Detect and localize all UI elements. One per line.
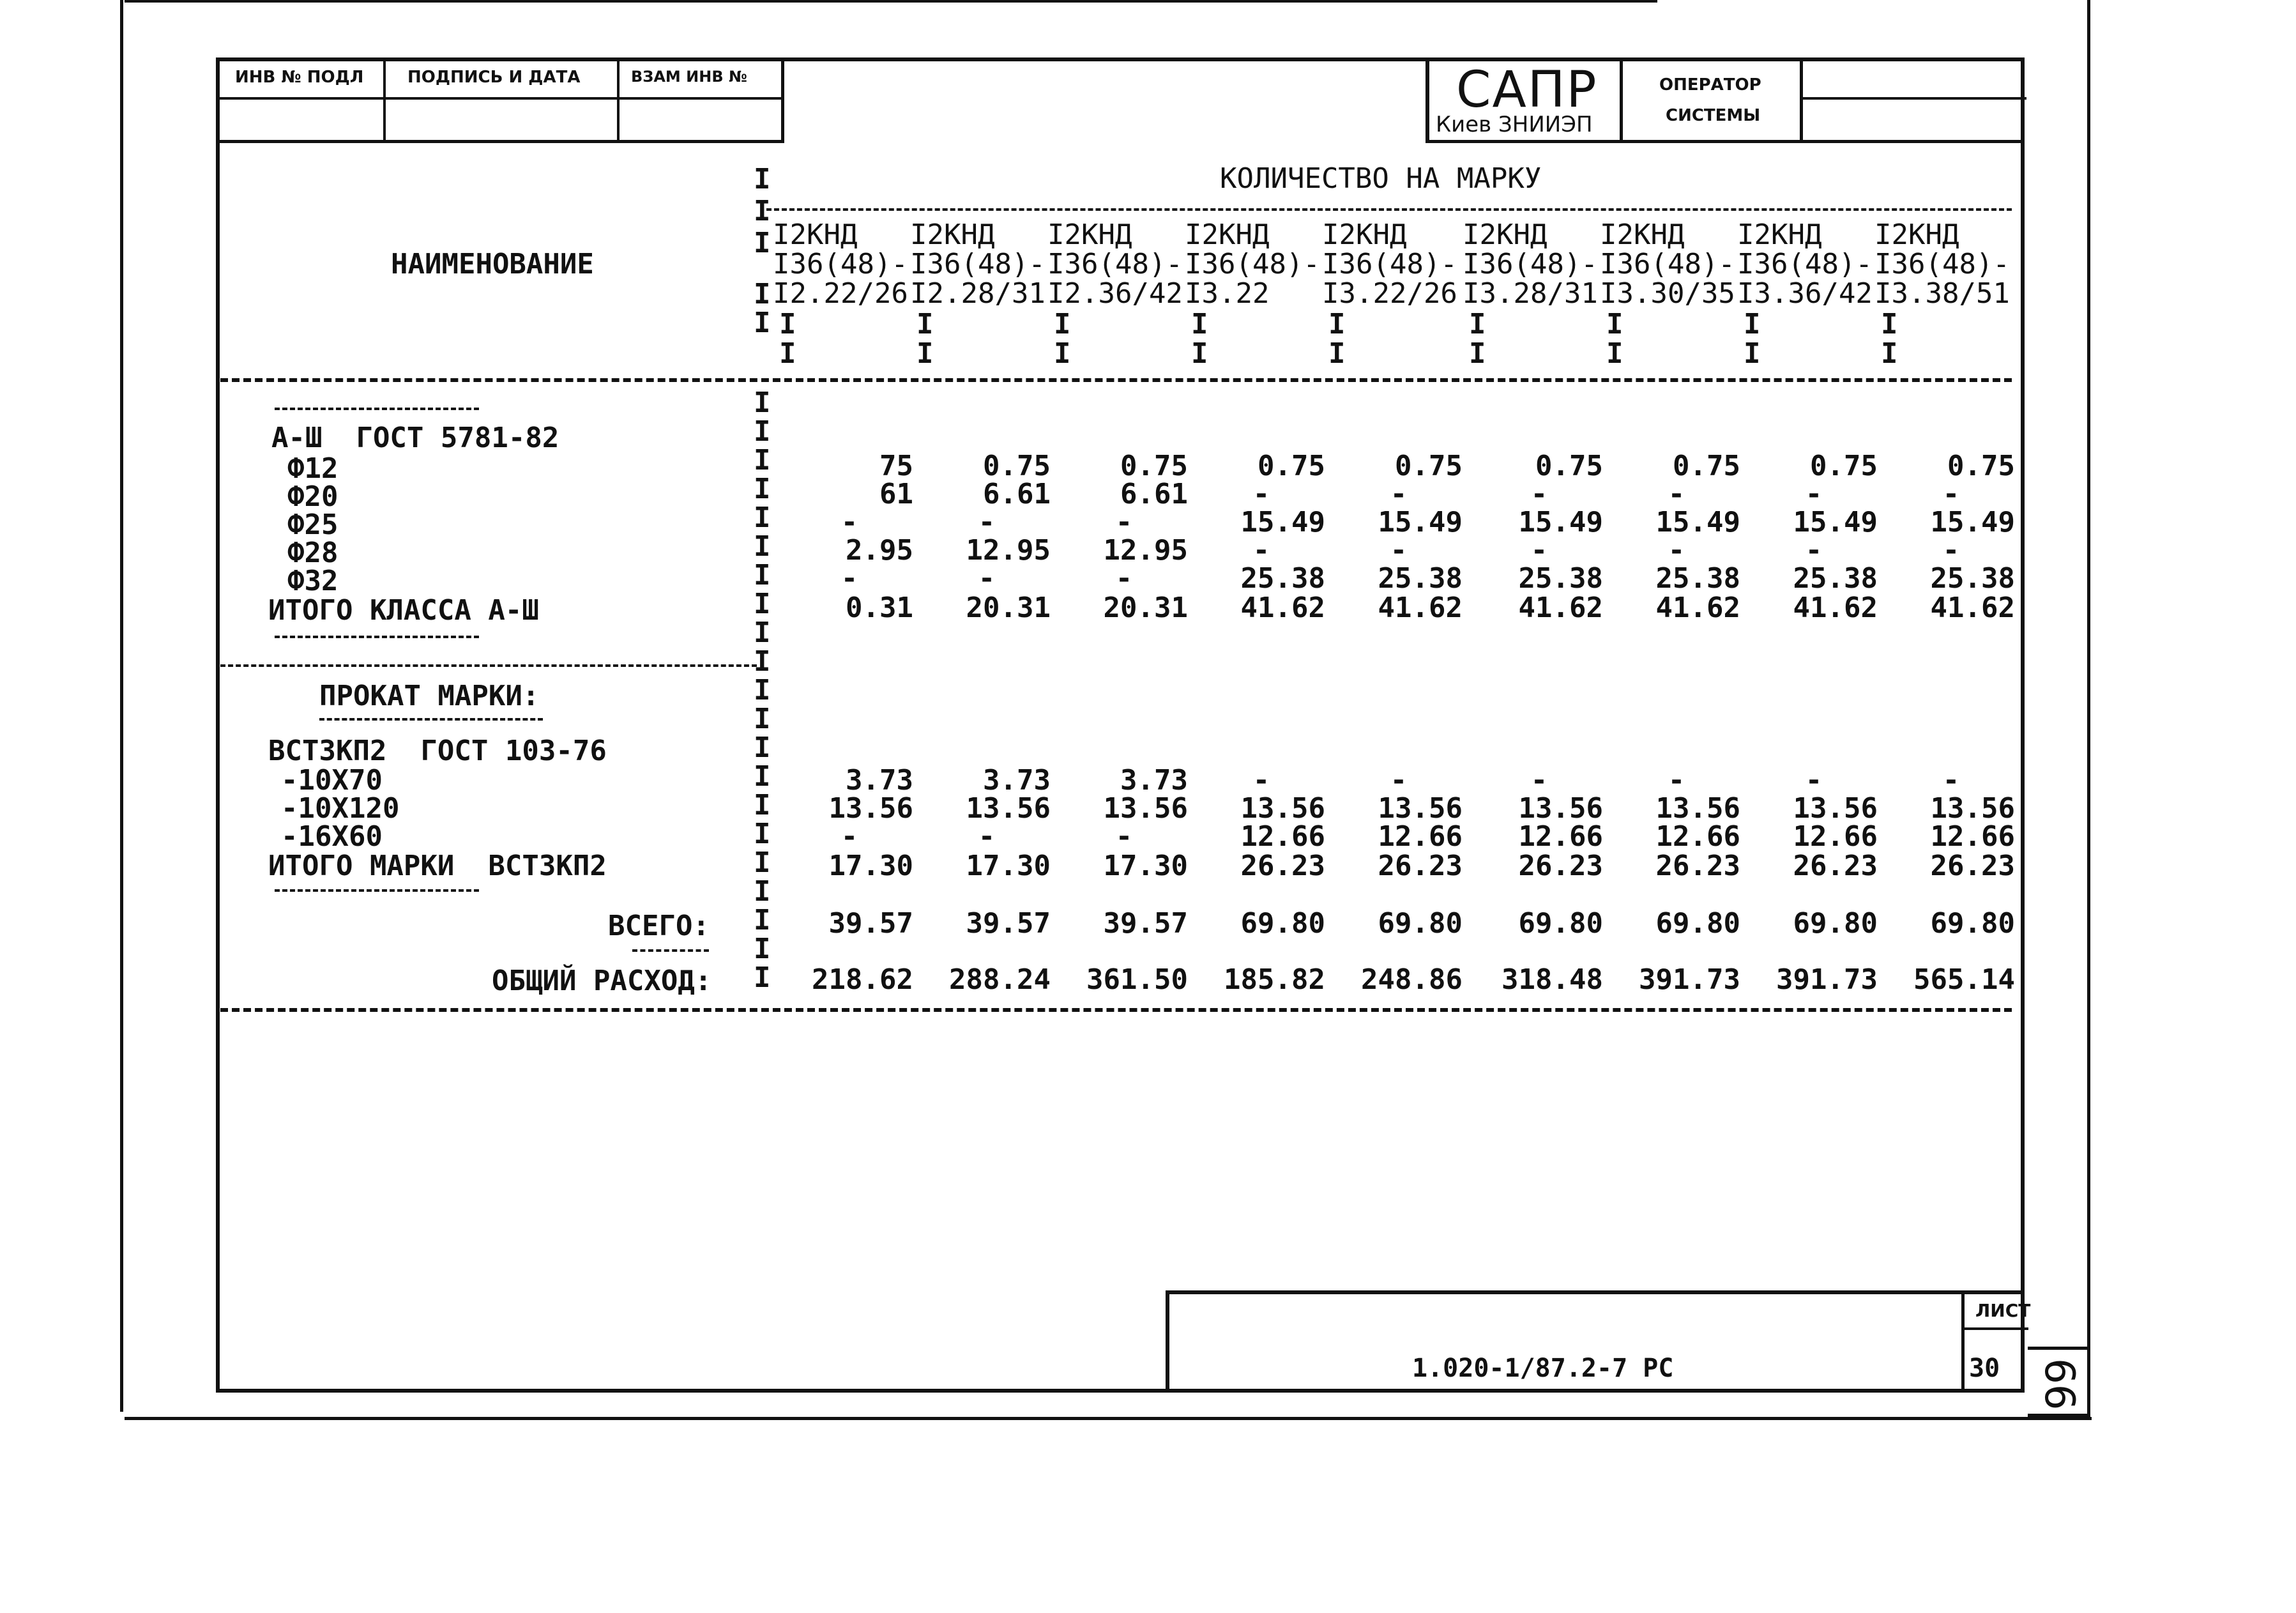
overall-cell: 391.73: [1776, 963, 1878, 996]
value-cell: -: [1668, 478, 1685, 510]
value-cell: -: [978, 820, 996, 853]
sheet-number: 30: [1969, 1354, 2000, 1383]
total-cell: 26.23: [1793, 850, 1878, 882]
value-cell: 13.56: [1930, 792, 2015, 825]
column-header-line2: I36(48)-: [1047, 248, 1183, 280]
qty-header-rule: [766, 208, 2012, 211]
column-header-line2: I36(48)-: [1463, 248, 1598, 280]
column-header-line2: I36(48)-: [910, 248, 1045, 280]
value-cell: 13.56: [1655, 792, 1740, 825]
value-cell: 25.38: [1240, 562, 1325, 595]
value-cell: 13.56: [1103, 792, 1188, 825]
column-separator: I: [1606, 337, 1623, 370]
overall-cell: 361.50: [1086, 963, 1188, 996]
column-header-line2: I36(48)-: [1737, 248, 1873, 280]
section2-rule-bottom: [275, 889, 479, 892]
value-cell: 13.56: [1518, 792, 1603, 825]
grand-total-cell: 39.57: [828, 907, 913, 940]
doc-code: 1.020-1/87.2-7 РС: [1412, 1354, 1674, 1383]
value-cell: -: [1390, 764, 1408, 797]
overall-cell: 218.62: [812, 963, 913, 996]
section1-title: А-Ш ГОСТ 5781-82: [271, 422, 559, 454]
overall-cell: 248.86: [1361, 963, 1463, 996]
total-cell: 41.62: [1518, 592, 1603, 624]
title-block: [1425, 57, 2025, 143]
section1-rule-bottom: [275, 636, 479, 638]
name-column-separator: I I I I I I I I I I I I I I I I I I I I I I I I I I: [754, 163, 771, 994]
column-separator: I: [1191, 308, 1208, 340]
value-cell: 61: [879, 478, 913, 510]
grand-total-cell: 69.80: [1240, 907, 1325, 940]
total-cell: 20.31: [966, 592, 1051, 624]
total-cell: 20.31: [1103, 592, 1188, 624]
value-cell: -: [1530, 478, 1548, 510]
value-cell: 0.75: [1535, 450, 1603, 482]
value-cell: -: [1805, 478, 1823, 510]
value-cell: -: [840, 562, 858, 595]
total-cell: 26.23: [1518, 850, 1603, 882]
value-cell: 15.49: [1930, 506, 2015, 539]
overall-cell: 288.24: [949, 963, 1051, 996]
outer-frame-left: [120, 0, 123, 1412]
row-label: -10Х120: [281, 792, 400, 825]
stamp-top-left: [216, 57, 784, 143]
grand-total-cell: 69.80: [1378, 907, 1463, 940]
column-header-line3: I2.28/31: [910, 277, 1045, 310]
value-cell: -: [840, 820, 858, 853]
value-cell: 12.95: [1103, 534, 1188, 567]
column-header-line1: I2КНД: [773, 218, 858, 251]
outer-frame-top: [125, 0, 1657, 3]
value-cell: 0.75: [1673, 450, 1740, 482]
value-cell: 12.66: [1378, 820, 1463, 853]
grand-total-cell: 39.57: [1103, 907, 1188, 940]
column-separator: I: [916, 308, 934, 340]
value-cell: 0.75: [1258, 450, 1325, 482]
column-header-line3: I3.28/31: [1463, 277, 1598, 310]
stamp-divider-h: [216, 97, 781, 100]
section1-rule-top: [275, 408, 479, 410]
total-cell: 26.23: [1930, 850, 2015, 882]
sheet-label: ЛИСТ: [1975, 1300, 2031, 1321]
grand-total-cell: 39.57: [966, 907, 1051, 940]
column-header-line1: I2КНД: [1185, 218, 1270, 251]
column-separator: I: [1054, 308, 1071, 340]
value-cell: 25.38: [1655, 562, 1740, 595]
value-cell: -: [1252, 534, 1270, 567]
operator-line2: СИСТЕМЫ: [1666, 106, 1761, 125]
value-cell: 13.56: [1378, 792, 1463, 825]
value-cell: -: [1390, 478, 1408, 510]
value-cell: -: [1252, 478, 1270, 510]
column-separator: I: [1881, 308, 1898, 340]
title-block-v1: [1620, 57, 1623, 141]
value-cell: -: [1668, 764, 1685, 797]
value-cell: 13.56: [828, 792, 913, 825]
value-cell: -: [1805, 534, 1823, 567]
value-cell: 25.38: [1378, 562, 1463, 595]
page-number: 66: [2035, 1358, 2083, 1410]
total-cell: 0.31: [846, 592, 913, 624]
row-label: Ф32: [287, 565, 338, 597]
value-cell: 3.73: [1120, 764, 1188, 797]
row-label: -10Х70: [281, 764, 383, 797]
value-cell: 12.66: [1793, 820, 1878, 853]
grand-total-cell: 69.80: [1655, 907, 1740, 940]
total-cell: 41.62: [1930, 592, 2015, 624]
column-separator: I: [1191, 337, 1208, 370]
column-header-line3: I2.36/42: [1047, 277, 1183, 310]
value-cell: 15.49: [1240, 506, 1325, 539]
section2-subtitle: ВСТ3КП2 ГОСТ 103-76: [268, 735, 607, 767]
column-header-line1: I2КНД: [1737, 218, 1822, 251]
value-cell: -: [978, 562, 996, 595]
total-cell: 26.23: [1240, 850, 1325, 882]
column-separator: I: [1606, 308, 1623, 340]
row-label: Ф25: [287, 508, 338, 541]
stamp-divider-v1: [383, 57, 386, 141]
column-header-line3: I2.22/26: [773, 277, 908, 310]
value-cell: 0.75: [983, 450, 1051, 482]
total-cell: 17.30: [1103, 850, 1188, 882]
value-cell: 3.73: [846, 764, 913, 797]
column-header-line2: I36(48)-: [773, 248, 908, 280]
overall-cell: 391.73: [1639, 963, 1740, 996]
section-divider: [220, 664, 757, 667]
value-cell: 12.66: [1655, 820, 1740, 853]
table-bottom-double-rule: [220, 1008, 2012, 1012]
qty-header: КОЛИЧЕСТВО НА МАРКУ: [1220, 162, 1542, 195]
row-label: Ф28: [287, 537, 338, 569]
value-cell: 0.75: [1810, 450, 1878, 482]
value-cell: -: [1530, 764, 1548, 797]
stamp-cell-replace: ВЗАМ ИНВ №: [631, 68, 747, 86]
value-cell: 13.56: [1240, 792, 1325, 825]
operator-line1: ОПЕРАТОР: [1659, 75, 1761, 95]
name-header: НАИМЕНОВАНИЕ: [391, 248, 594, 280]
grand-total-label: ВСЕГО:: [608, 910, 710, 942]
value-cell: 0.75: [1120, 450, 1188, 482]
bottom-block-h: [1965, 1327, 2028, 1330]
overall-cell: 185.82: [1224, 963, 1325, 996]
column-separator: I: [1744, 308, 1761, 340]
column-header-line2: I36(48)-: [1322, 248, 1457, 280]
value-cell: 2.95: [846, 534, 913, 567]
column-header-line3: I3.22/26: [1322, 277, 1457, 310]
column-separator: I: [779, 337, 796, 370]
column-separator: I: [1881, 337, 1898, 370]
value-cell: 12.66: [1930, 820, 2015, 853]
column-header-line2: I36(48)-: [1874, 248, 2010, 280]
bottom-block-v: [1961, 1294, 1965, 1393]
section1-total-label: ИТОГО КЛАССА А-Ш: [268, 594, 539, 627]
grand-total-cell: 69.80: [1793, 907, 1878, 940]
column-separator: I: [1469, 337, 1486, 370]
value-cell: 13.56: [966, 792, 1051, 825]
value-cell: 25.38: [1793, 562, 1878, 595]
overall-label: ОБЩИЙ РАСХОД:: [492, 965, 712, 997]
grand-total-cell: 69.80: [1518, 907, 1603, 940]
total-cell: 17.30: [966, 850, 1051, 882]
column-header-line3: I3.30/35: [1600, 277, 1735, 310]
value-cell: 0.75: [1395, 450, 1463, 482]
value-cell: -: [1530, 534, 1548, 567]
column-header-line1: I2КНД: [1463, 218, 1547, 251]
total-cell: 17.30: [828, 850, 913, 882]
total-cell: 26.23: [1378, 850, 1463, 882]
total-cell: 41.62: [1378, 592, 1463, 624]
value-cell: -: [1390, 534, 1408, 567]
value-cell: -: [1942, 478, 1960, 510]
value-cell: 15.49: [1518, 506, 1603, 539]
bottom-title-block: [1166, 1290, 2031, 1393]
column-header-line1: I2КНД: [1322, 218, 1407, 251]
column-separator: I: [1328, 308, 1346, 340]
outer-frame-bottom: [125, 1417, 2092, 1420]
value-cell: 25.38: [1930, 562, 2015, 595]
stamp-cell-inv: ИНВ № ПОДЛ: [235, 68, 364, 87]
value-cell: -: [1252, 764, 1270, 797]
column-header-line3: I3.36/42: [1737, 277, 1873, 310]
column-separator: I: [779, 308, 796, 340]
header-double-rule: [220, 378, 2012, 382]
total-cell: 26.23: [1655, 850, 1740, 882]
value-cell: -: [1115, 506, 1133, 539]
outer-frame-right: [2087, 0, 2090, 1417]
total-cell: 41.62: [1793, 592, 1878, 624]
overall-cell: 318.48: [1502, 963, 1603, 996]
value-cell: -: [1668, 534, 1685, 567]
column-header-line1: I2КНД: [1600, 218, 1685, 251]
section2-total-label: ИТОГО МАРКИ ВСТ3КП2: [268, 850, 607, 882]
value-cell: 3.73: [983, 764, 1051, 797]
grand-total-rule: [632, 949, 709, 952]
stamp-divider-v2: [617, 57, 620, 141]
value-cell: 75: [879, 450, 913, 482]
column-separator: I: [1328, 337, 1346, 370]
org-city: Киев ЗНИИЭП: [1436, 112, 1593, 137]
overall-cell: 565.14: [1913, 963, 2015, 996]
value-cell: 6.61: [983, 478, 1051, 510]
org-name: САПР: [1456, 61, 1598, 119]
column-header-line1: I2КНД: [910, 218, 995, 251]
row-label: -16Х60: [281, 820, 383, 853]
column-header-line1: I2КНД: [1047, 218, 1132, 251]
value-cell: 15.49: [1378, 506, 1463, 539]
total-cell: 41.62: [1240, 592, 1325, 624]
column-separator: I: [1744, 337, 1761, 370]
value-cell: -: [1115, 562, 1133, 595]
value-cell: 12.66: [1518, 820, 1603, 853]
value-cell: -: [1805, 764, 1823, 797]
section2-title-rule: [319, 718, 543, 721]
value-cell: 12.95: [966, 534, 1051, 567]
value-cell: -: [1942, 764, 1960, 797]
column-separator: I: [1469, 308, 1486, 340]
value-cell: 15.49: [1655, 506, 1740, 539]
value-cell: 0.75: [1947, 450, 2015, 482]
column-header-line2: I36(48)-: [1600, 248, 1735, 280]
value-cell: -: [840, 506, 858, 539]
stamp-cell-signature: ПОДПИСЬ И ДАТА: [407, 68, 581, 87]
value-cell: 12.66: [1240, 820, 1325, 853]
total-cell: 41.62: [1655, 592, 1740, 624]
column-header-line1: I2КНД: [1874, 218, 1959, 251]
row-label: Ф20: [287, 480, 338, 513]
value-cell: 6.61: [1120, 478, 1188, 510]
column-separator: I: [1054, 337, 1071, 370]
column-header-line2: I36(48)-: [1185, 248, 1320, 280]
page-number-box: [2028, 1347, 2087, 1417]
value-cell: -: [1115, 820, 1133, 853]
row-label: Ф12: [287, 452, 338, 485]
section2-title: ПРОКАТ МАРКИ:: [319, 680, 540, 712]
column-header-line3: I3.38/51: [1874, 277, 2010, 310]
value-cell: 25.38: [1518, 562, 1603, 595]
column-separator: I: [916, 337, 934, 370]
value-cell: 13.56: [1793, 792, 1878, 825]
value-cell: 15.49: [1793, 506, 1878, 539]
value-cell: -: [978, 506, 996, 539]
grand-total-cell: 69.80: [1930, 907, 2015, 940]
title-block-h: [1803, 97, 2026, 100]
column-header-line3: I3.22: [1185, 277, 1270, 310]
value-cell: -: [1942, 534, 1960, 567]
